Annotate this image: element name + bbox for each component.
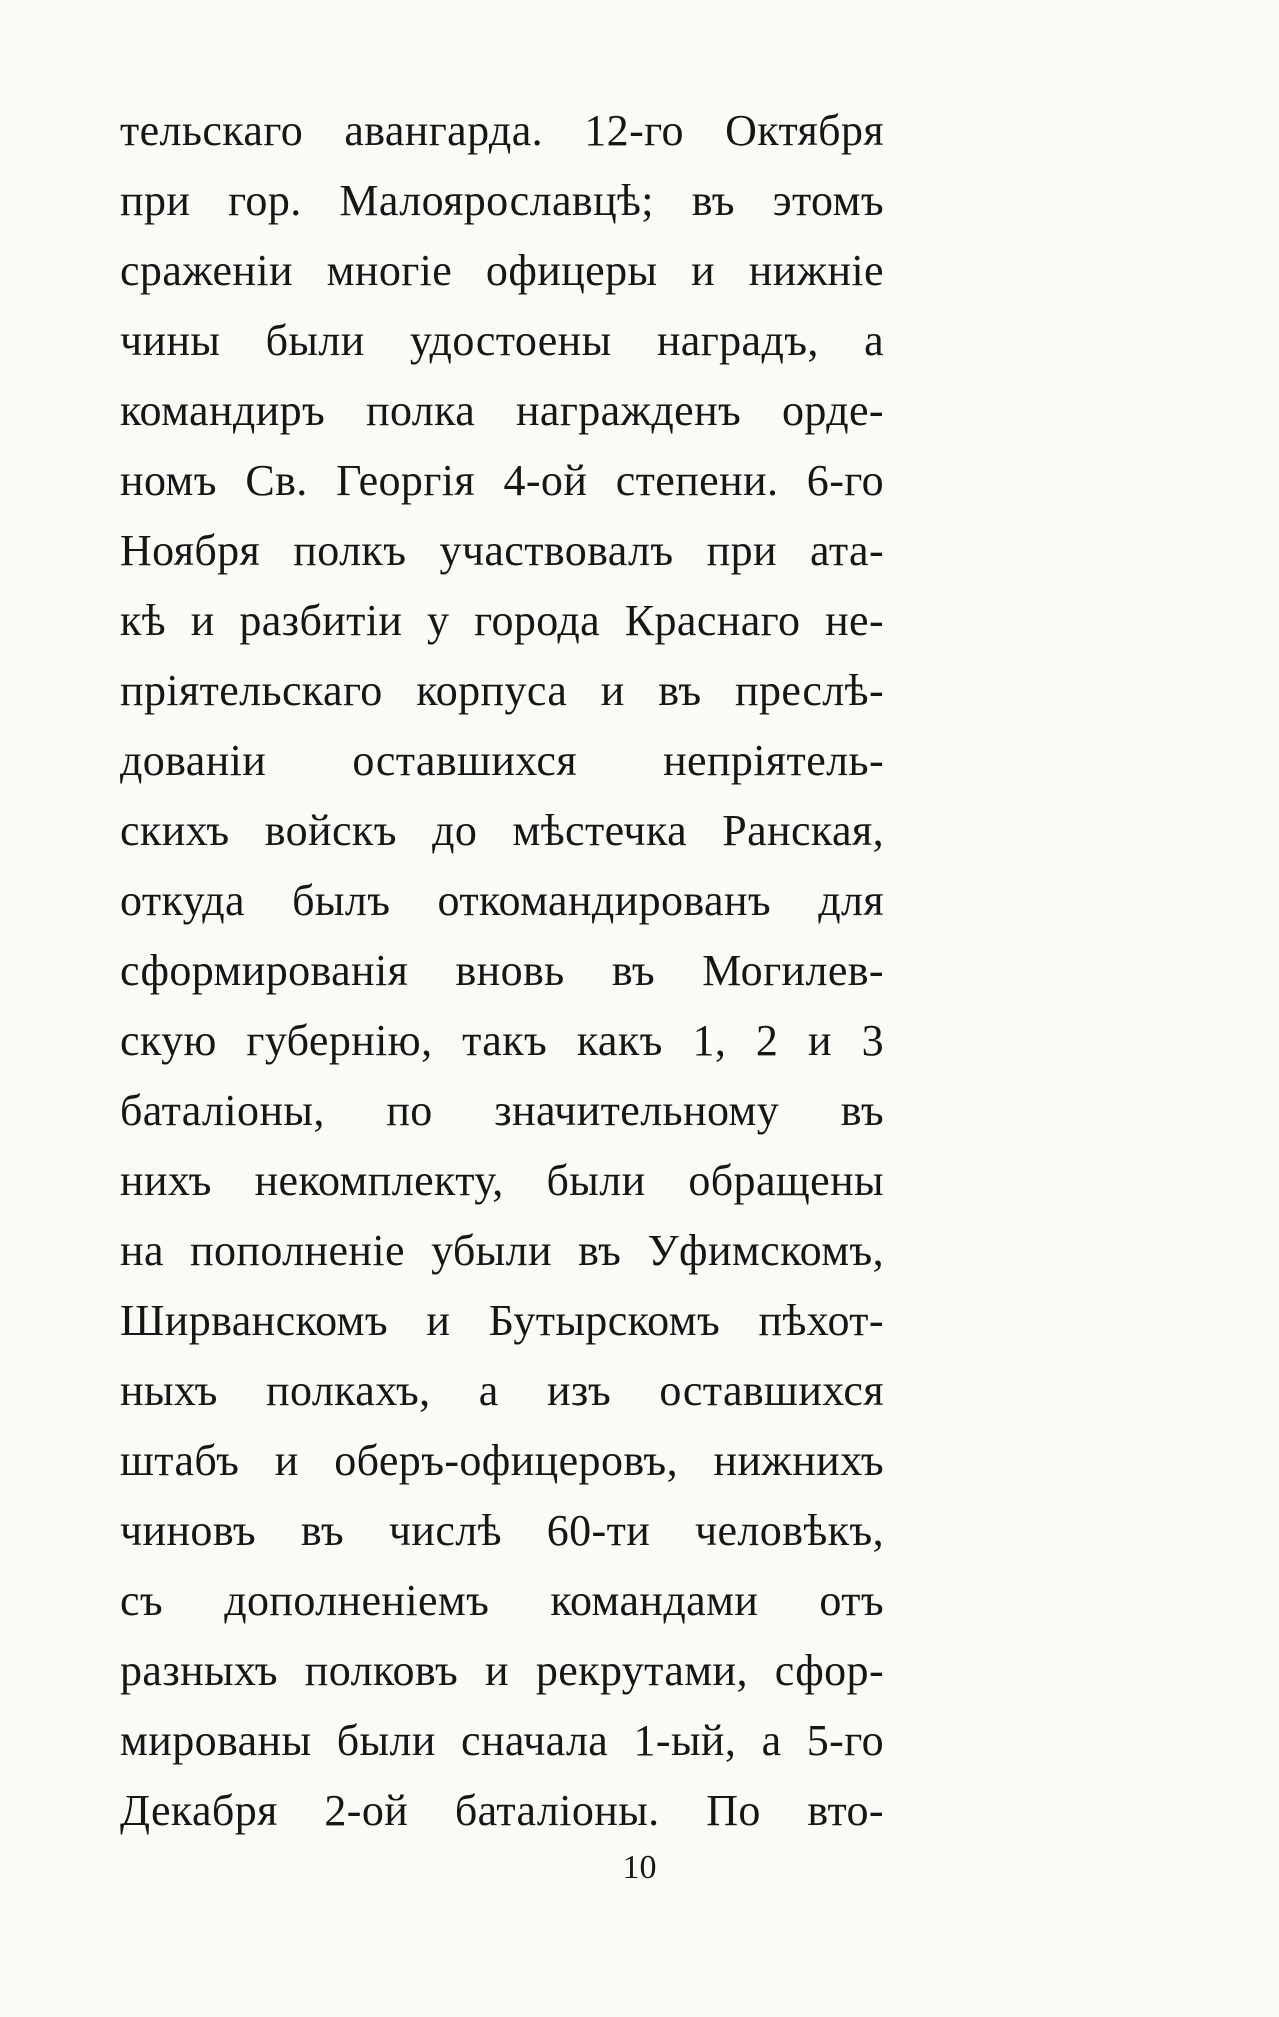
- text-line: кѣ и разбитіи у города Краснаго не-: [120, 596, 884, 645]
- text-line: Ширванскомъ и Бутырскомъ пѣхот-: [120, 1296, 884, 1345]
- text-line: штабъ и оберъ-офицеровъ, нижнихъ: [120, 1436, 884, 1485]
- text-line: пріятельскаго корпуса и въ преслѣ-: [120, 666, 884, 715]
- text-line: сформированія вновь въ Могилев-: [120, 946, 884, 995]
- text-line: Декабря 2-ой баталіоны. По вто-: [120, 1786, 884, 1835]
- page-text: [120, 96, 884, 1846]
- text-line: тельскаго авангарда. 12-го Октября: [120, 106, 884, 155]
- text-line: Ноября полкъ участвовалъ при ата-: [120, 526, 884, 575]
- text-line: ныхъ полкахъ, а изъ оставшихся: [120, 1366, 884, 1415]
- text-line: откуда былъ откомандированъ для: [120, 876, 884, 925]
- text-line: скихъ войскъ до мѣстечка Ранская,: [120, 806, 884, 855]
- text-line: номъ Св. Георгія 4-ой степени. 6-го: [120, 456, 884, 505]
- text-line: баталіоны, по значительному въ: [120, 1086, 884, 1135]
- text-line: разныхъ полковъ и рекрутами, сфор-: [120, 1646, 884, 1695]
- text-line: чины были удостоены наградъ, а: [120, 316, 884, 365]
- text-line: командиръ полка награжденъ орде-: [120, 386, 884, 435]
- page-number: 10: [622, 1849, 657, 1886]
- text-line: чиновъ въ числѣ 60-ти человѣкъ,: [120, 1506, 884, 1555]
- text-line: скую губернію, такъ какъ 1, 2 и 3: [120, 1016, 884, 1065]
- text-line: съ дополненіемъ командами отъ: [120, 1576, 884, 1625]
- text-line: сраженіи многіе офицеры и нижніе: [120, 246, 884, 295]
- text-line: при гор. Малоярославцѣ; въ этомъ: [120, 176, 884, 225]
- text-line: мированы были сначала 1-ый, а 5-го: [120, 1716, 884, 1765]
- text-line: нихъ некомплекту, были обращены: [120, 1156, 884, 1205]
- text-line: на пополненіе убыли въ Уфимскомъ,: [120, 1226, 884, 1275]
- text-line: дованіи оставшихся непріятель-: [120, 736, 884, 785]
